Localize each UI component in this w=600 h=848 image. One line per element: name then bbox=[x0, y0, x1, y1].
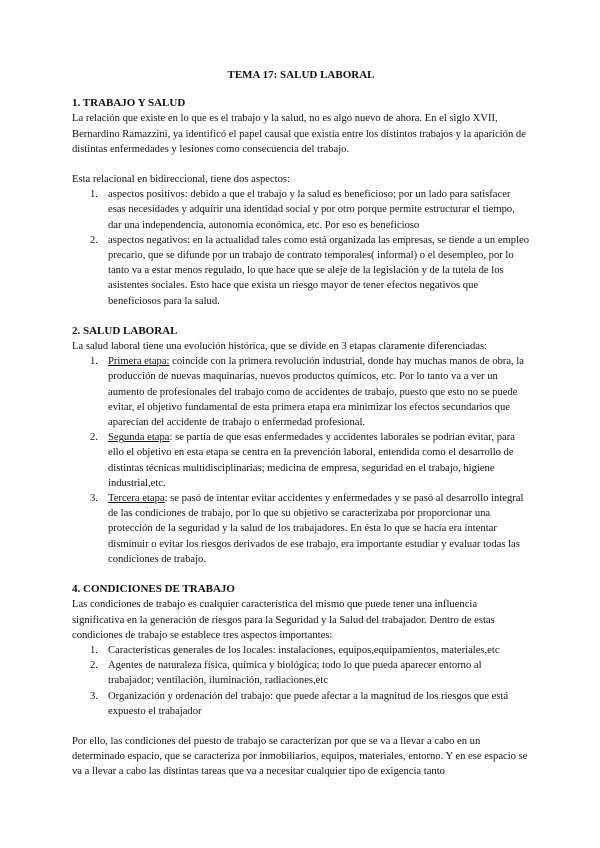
list-item: 3. Organización y ordenación del trabajo: que puede afectar a la magnitud de los riesgos que está expuesto el trabajador bbox=[90, 690, 509, 717]
paragraph: La salud laboral tiene una evolución histórica, que se divide en 3 etapas claramente diferenciadas: bbox=[72, 341, 488, 353]
list-item: 2. aspectos negativos: en la actualidad tales como está organizada las empresas, se tiende a un empleo precario, que se difunde por un trabajo de contrato temporales( informal) o el desempleo, por lo tanto va a estar menos regulado, lo que hace que se aleje de la legislación y de la tutela de los asistentes sociales. Esto hace que exista un riesgo mayor de tener efectos negativos que beneficiosos para la salud. bbox=[90, 234, 530, 307]
list-item: 1. Características generales de los locales: instalaciones, equipos,equipamientos, materiales,etc bbox=[90, 644, 500, 656]
list-item: 1. Primera etapa: coincide con la primera revolución industrial, donde hay muchas manos de obra, la producción de nuevas maquinarias, nuevos productos químicos, etc. Por lo tanto va a ver un aumento de profesionales del trabajo como de accidentes de trabajo, puesto que esto no se puede evitar, el objetivo fundamental de esta primera etapa era minimizar los efectos secundarios que aparecían del accidente de trabajo o enfermedad profesional. bbox=[90, 356, 524, 429]
numbered-list bbox=[72, 187, 530, 309]
section-heading-condiciones-de-trabajo: 4. CONDICIONES DE TRABAJO bbox=[72, 583, 235, 596]
paragraph: Por ello, las condiciones del puesto de trabajo se caracterizan por que se va a llevar a cabo en un determinado espacio, que se caracteriza por inmobiliarios, equipos, materiales, entorno. Y en ese espacio se va a llevar a cabo las distintas tareas que va a necesitar cualquier tipo de exigencia tanto bbox=[72, 735, 528, 778]
list-item: 2. Segunda etapa: se partía de que esas enfermedades y accidentes laborales se podrían evitar, para ello el objetivo en esta etapa se centra en la prevención laboral, entendida como el desarrollo de distintas técnicas multidisciplinarias; medicina de empresa, seguridad en el trabajo, higiene industrial,etc. bbox=[90, 432, 515, 489]
paragraph: Las condiciones de trabajo es cualquier característica del mismo que puede tener una influencia significativa en la generación de riesgos para la Seguridad y la Salud del trabajador. Dentro de estas condiciones de trabajo se establece tres aspectos importantes: bbox=[72, 599, 495, 641]
paragraph: La relación que existe en lo que es el trabajo y la salud, no es algo nuevo de ahora. En el siglo XVII, Bernardino Ramazzini, ya identificó el papel causal que existía entre los distintos trabajos y la aparición de distintas enfermedades y lesiones como consecuencia del trabajo. bbox=[72, 113, 526, 155]
section-heading-salud-laboral: 2. SALUD LABORAL bbox=[72, 324, 178, 337]
numbered-list bbox=[72, 354, 530, 567]
section-heading-trabajo-y-salud: 1. TRABAJO Y SALUD bbox=[72, 97, 186, 110]
list-item: 3. Tercera etapa: se pasó de intentar evitar accidentes y enfermedades y se pasó al desarrollo integral de las condiciones de trabajo, por lo que su objetivo se caracterizaba por proporcionar una protección de la seguridad y la salud de los trabajadores. En ésta lo que se hacía era intentar disminuir o evitar los riesgos derivados de ese trabajo, era importante estudiar y evaluar todas las condiciones de trabajo. bbox=[90, 493, 524, 565]
paragraph: Esta relacional en bidireccional, tiene dos aspectos: bbox=[72, 174, 290, 186]
document-page bbox=[72, 68, 530, 780]
page-title: TEMA 17: SALUD LABORAL bbox=[227, 69, 375, 81]
numbered-list bbox=[72, 643, 530, 719]
list-item: 1. aspectos positivos: debido a que el trabajo y la salud es beneficioso; por un lado para satisfacer esas necesidades y adquirir una identidad social y por otro porque permite estructurar el tiempo, dar una independencia, autonomía económica, etc. Por eso es beneficioso bbox=[90, 189, 515, 231]
list-item: 2. Agentes de naturaleza física, química y biológica; todo lo que pueda aparecer entorno al trabajador; ventilación, iluminación, radiaciones,etc bbox=[90, 660, 482, 687]
